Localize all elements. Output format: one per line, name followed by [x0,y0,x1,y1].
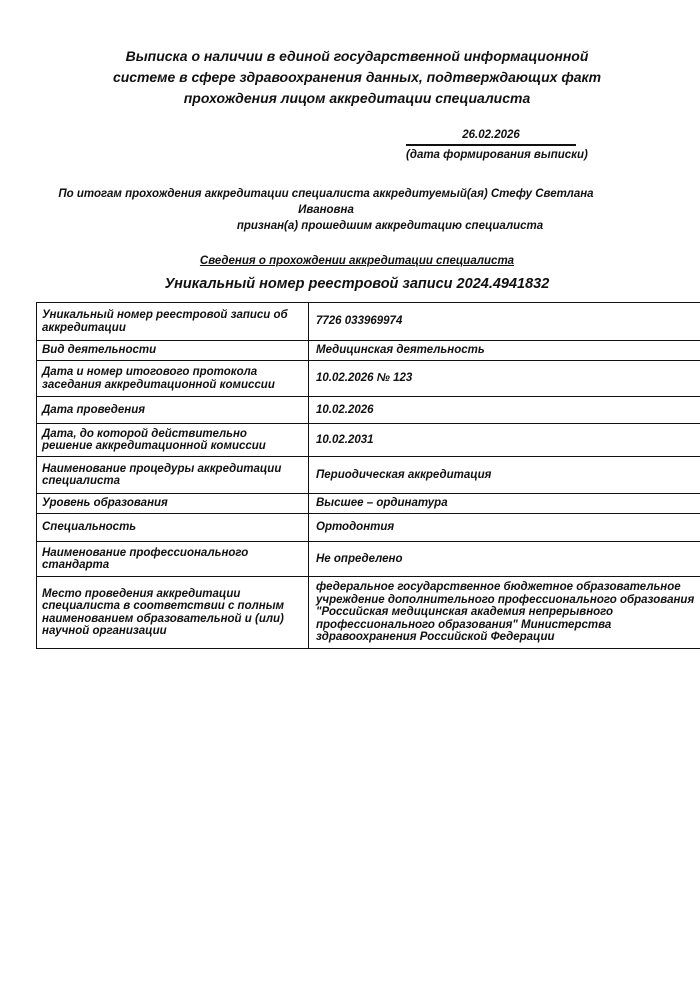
table-row [37,514,700,542]
row-label: Вид деятельности [37,341,309,361]
table-row [37,361,700,397]
table-row [37,542,700,577]
intro-line: признан(а) прошедшим аккредитацию специалиста [236,220,544,232]
row-label: Наименование процедуры аккредитации специалиста [37,457,309,494]
accreditation-result-paragraph [36,186,678,234]
row-label: Уровень образования [37,494,309,514]
row-label: Специальность [37,514,309,542]
row-label: Дата проведения [37,397,309,424]
row-label: Дата и номер итогового протокола заседания аккредитационной комиссии [37,361,309,397]
row-value: 10.02.2026 № 123 [309,361,700,397]
extract-date-block [406,128,588,162]
document-title-line: Выписка о наличии в единой государственной информационной [125,48,589,64]
table-row [37,397,700,424]
table-row [37,577,700,649]
row-value: Периодическая аккредитация [309,457,700,494]
row-value: Высшее – ординатура [309,494,700,514]
row-label: Уникальный номер реестровой записи об аккредитации [37,303,309,341]
row-value: 10.02.2031 [309,424,700,457]
row-value: федеральное государственное бюджетное образовательное учреждение дополнительного профессионального образования "Российская медицинская академия непрерывного профессионального образования" Министерства здравоохранения Российской Федерации [309,577,700,649]
extract-date: 26.02.2026 [406,128,576,146]
row-value: Не определено [309,542,700,577]
document-title-line: системе в сфере здравоохранения данных, подтверждающих факт [112,69,602,85]
table-row [37,457,700,494]
row-label: Наименование профессионального стандарта [37,542,309,577]
section-heading: Сведения о прохождении аккредитации специалиста [199,255,515,267]
row-label: Место проведения аккредитации специалиста в соответствии с полным наименованием образовательной и (или) научной организации [37,577,309,649]
document-title-line: прохождения лицом аккредитации специалиста [183,90,531,106]
table-row [37,424,700,457]
table-row [37,303,700,341]
intro-line: По итогам прохождения аккредитации специалиста аккредитуемый(ая) Стефу Светлана Ивановна [58,188,594,216]
extract-date-caption: (дата формирования выписки) [406,149,588,161]
table-row [37,341,700,361]
row-value: Ортодонтия [309,514,700,542]
row-value: Медицинская деятельность [309,341,700,361]
row-value: 7726 033969974 [309,303,700,341]
registry-number-heading: Уникальный номер реестровой записи 2024.4941832 [164,276,550,292]
accreditation-details-table [36,302,700,649]
row-value: 10.02.2026 [309,397,700,424]
table-row [37,494,700,514]
document-title [36,0,678,109]
row-label: Дата, до которой действительно решение аккредитационной комиссии [37,424,309,457]
document-content [36,0,695,649]
